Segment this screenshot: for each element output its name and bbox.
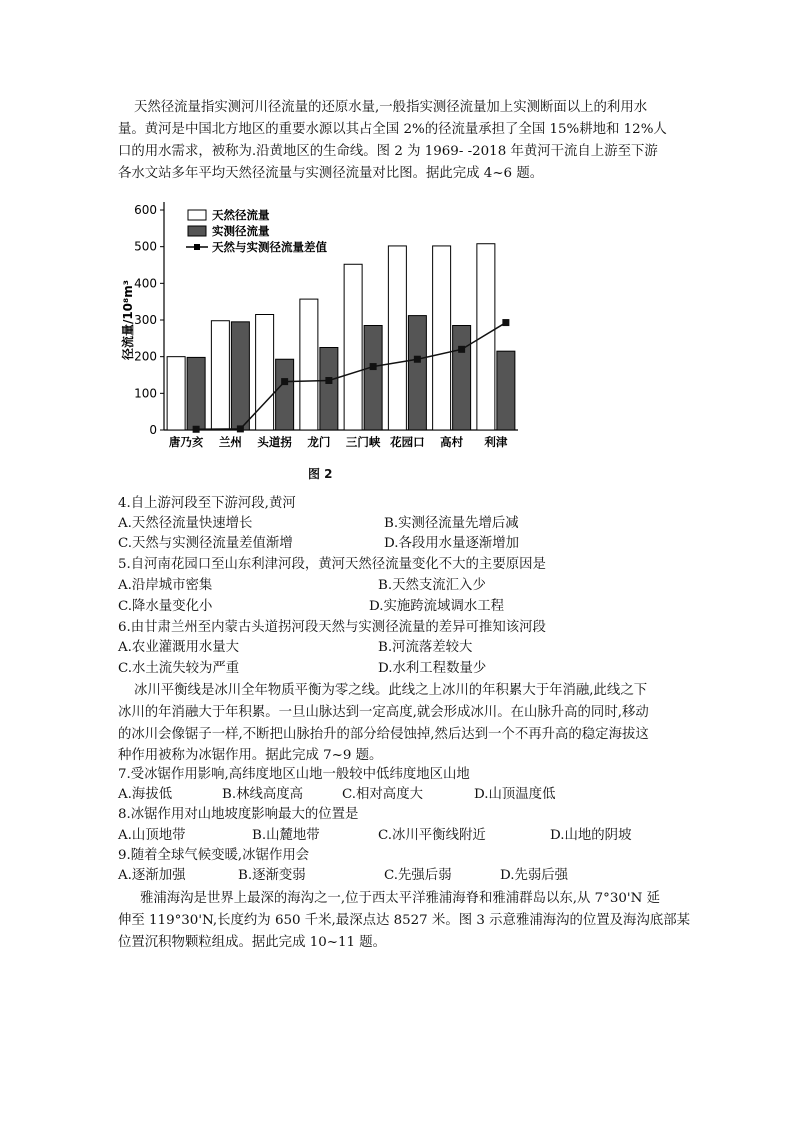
bar-natural-3: [300, 299, 318, 430]
intro1-line-2: 量。黄河是中国北方地区的重要水源以其占全国 2%的径流量承担了全国 15%耕地和 12%人: [118, 122, 667, 137]
y-tick-label: 500: [134, 239, 157, 254]
legend-swatch-measured: [188, 226, 206, 236]
y-tick-label: 300: [134, 313, 157, 327]
intro1-line-3: 口的用水需求，被称为.沿黄地区的生命线。图 2 为 1969- -2018 年黄河干流自上游至下游: [118, 144, 658, 159]
x-tick-label: 花园口: [390, 435, 425, 449]
question-8-option-c: C.冰川平衡线附近: [378, 828, 486, 843]
bar-measured-0: [187, 357, 205, 430]
question-4-stem: 4.自上游河段至下游河段,黄河: [118, 496, 296, 511]
x-tick-label: 头道拐: [257, 435, 292, 449]
chart-bars: [167, 244, 515, 430]
intro3-line-1: 雅浦海沟是世界上最深的海沟之一,位于西太平洋雅浦海脊和雅浦群岛以东,从 7°30'N 延: [140, 891, 660, 906]
question-8-option-d: D.山地的阴坡: [550, 828, 632, 843]
runoff-chart: [108, 190, 528, 490]
bar-measured-4: [364, 326, 382, 431]
x-tick-label: 唐乃亥: [168, 435, 204, 449]
question-7-option-b: B.林线高度高: [222, 787, 304, 802]
bar-natural-0: [167, 357, 185, 430]
question-6-option-b: B.河流落差较大: [378, 640, 473, 655]
y-tick-label: 400: [134, 276, 157, 291]
intro1-line-1: 天然径流量指实测河川径流量的还原水量,一般指实测径流量加上实测断面以上的利用水: [134, 100, 648, 115]
question-5-option-b: B.天然支流汇入少: [378, 578, 486, 593]
intro3-line-2: 伸至 119°30'N,长度约为 650 千米,最深点达 8527 米。图 3 示意雅浦海沟的位置及海沟底部某: [118, 913, 691, 928]
bar-measured-7: [497, 351, 515, 430]
intro2-line-3: 的冰川会像锯子一样,不断把山脉抬升的部分给侵蚀掉,然后达到一个不再升高的稳定海拔这: [118, 727, 649, 742]
question-6-option-d: D.水利工程数量少: [378, 661, 487, 676]
question-9-option-a: A.逐渐加强: [118, 868, 186, 883]
difference-point-1: [237, 425, 244, 432]
intro3-line-3: 位置沉积物颗粒组成。据此完成 10~11 题。: [118, 935, 387, 950]
question-5-option-d: D.实施跨流域调水工程: [369, 599, 505, 614]
legend-label-measured: 实测径流量: [212, 224, 270, 238]
question-8-stem: 8.冰锯作用对山地坡度影响最大的位置是: [118, 807, 359, 822]
runoff-chart-svg: [108, 190, 528, 460]
question-6-option-a: A.农业灌溉用水量大: [118, 640, 240, 655]
bar-natural-5: [388, 246, 406, 430]
bar-measured-2: [276, 359, 294, 430]
difference-point-3: [325, 377, 332, 384]
difference-point-0: [193, 426, 200, 433]
question-5-option-c: C.降水量变化小: [118, 599, 213, 614]
y-tick-label: 200: [134, 349, 157, 364]
bar-natural-4: [344, 264, 362, 430]
difference-point-4: [370, 363, 377, 370]
question-4-option-c: C.天然与实测径流量差值渐增: [118, 536, 293, 551]
bar-measured-6: [453, 326, 471, 431]
question-4-option-b: B.实测径流量先增后减: [384, 516, 519, 531]
question-6-stem: 6.由甘肃兰州至内蒙古头道拐河段天然与实测径流量的差异可推知该河段: [118, 620, 546, 635]
question-5-option-a: A.沿岸城市密集: [118, 578, 213, 593]
intro2-line-4: 种作用被称为冰锯作用。据此完成 7~9 题。: [118, 748, 383, 763]
difference-point-7: [502, 319, 509, 326]
difference-point-6: [458, 346, 465, 353]
y-tick-label: 0: [149, 423, 157, 437]
y-tick-label: 600: [134, 203, 157, 217]
question-9-stem: 9.随着全球气候变暖,冰锯作用会: [118, 848, 310, 863]
x-tick-label: 利津: [484, 435, 508, 449]
bar-measured-5: [408, 316, 426, 430]
intro1-line-4: 各水文站多年平均天然径流量与实测径流量对比图。据此完成 4~6 题。: [118, 166, 544, 181]
chart-legend: [186, 208, 327, 254]
question-7-option-d: D.山顶温度低: [474, 787, 556, 802]
legend-marker-difference: [194, 244, 200, 250]
question-5-stem: 5.自河南花园口至山东利津河段，黄河天然径流量变化不大的主要原因是: [118, 557, 546, 572]
difference-point-2: [281, 378, 288, 385]
bar-measured-3: [320, 348, 338, 431]
question-4-option-d: D.各段用水量逐渐增加: [384, 536, 520, 551]
figure-caption: 图 2: [308, 467, 333, 481]
question-9-option-c: C.先强后弱: [384, 868, 452, 883]
intro2-line-2: 冰川的年消融大于年积累。一旦山脉达到一定高度,就会形成冰川。在山脉升高的同时,移动: [118, 705, 649, 720]
bar-measured-1: [231, 322, 249, 430]
question-8-option-a: A.山顶地带: [118, 828, 186, 843]
bar-natural-2: [256, 315, 274, 431]
question-7-option-c: C.相对高度大: [342, 787, 423, 802]
intro2-line-1: 冰川平衡线是冰川全年物质平衡为零之线。此线之上冰川的年积累大于年消融,此线之下: [134, 683, 648, 698]
question-7-stem: 7.受冰锯作用影响,高纬度地区山地一般较中低纬度地区山地: [118, 767, 470, 782]
x-tick-label: 高村: [440, 435, 464, 449]
question-7-option-a: A.海拔低: [118, 787, 173, 802]
difference-point-5: [414, 356, 421, 363]
y-axis-label: 径流量/10⁸m³: [121, 279, 135, 361]
question-6-option-c: C.水土流失较为严重: [118, 661, 240, 676]
bar-natural-7: [477, 244, 495, 430]
legend-label-natural: 天然径流量: [212, 208, 270, 222]
y-tick-label: 100: [134, 386, 157, 401]
bar-natural-1: [211, 321, 229, 430]
x-tick-label: 三门峡: [345, 435, 381, 449]
question-9-option-d: D.先弱后强: [500, 868, 569, 883]
legend-label-difference: 天然与实测径流量差值: [212, 240, 327, 254]
bar-natural-6: [433, 246, 451, 430]
question-8-option-b: B.山麓地带: [252, 828, 320, 843]
legend-swatch-natural: [188, 210, 206, 220]
x-tick-label: 兰州: [218, 435, 242, 449]
x-tick-label: 龙门: [307, 435, 331, 449]
question-4-option-a: A.天然径流量快速增长: [118, 516, 253, 531]
question-9-option-b: B.逐渐变弱: [238, 868, 306, 883]
